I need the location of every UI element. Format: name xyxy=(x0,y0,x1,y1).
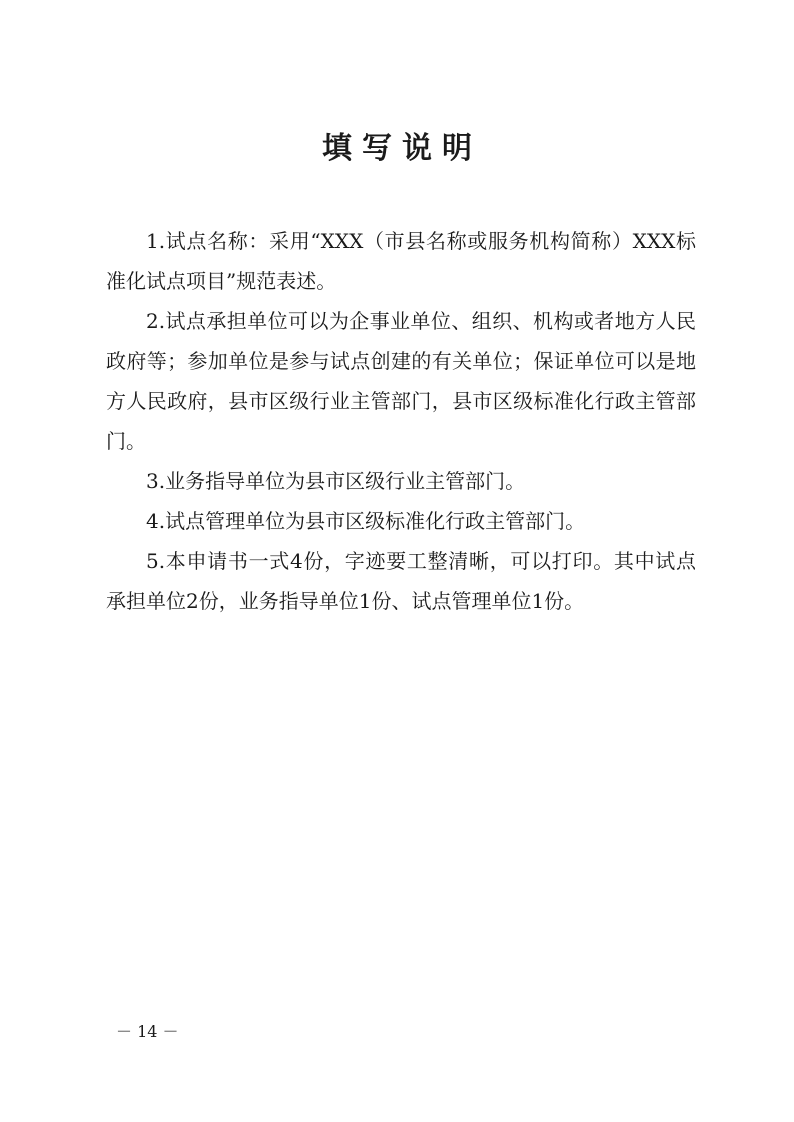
instruction-item-2: 2.试点承担单位可以为企事业单位、组织、机构或者地方人民政府等；参加单位是参与试点创建的有关单位；保证单位可以是地方人民政府，县市区级行业主管部门，县市区级标准化行政主管部门。 xyxy=(106,309,696,453)
instruction-item-5: 5.本申请书一式4份，字迹要工整清晰，可以打印。其中试点承担单位2份，业务指导单位1份、试点管理单位1份。 xyxy=(106,549,696,613)
instruction-item-4: 4.试点管理单位为县市区级标准化行政主管部门。 xyxy=(146,509,586,533)
instruction-item-1: 1.试点名称：采用“XXX（市县名称或服务机构简称）XXX标准化试点项目”规范表述。 xyxy=(106,229,696,293)
instructions-body xyxy=(106,221,696,621)
instruction-item-3: 3.业务指导单位为县市区级行业主管部门。 xyxy=(146,469,526,493)
page-number: － 14 － xyxy=(116,1022,179,1041)
page-title: 填写说明 xyxy=(322,131,482,166)
